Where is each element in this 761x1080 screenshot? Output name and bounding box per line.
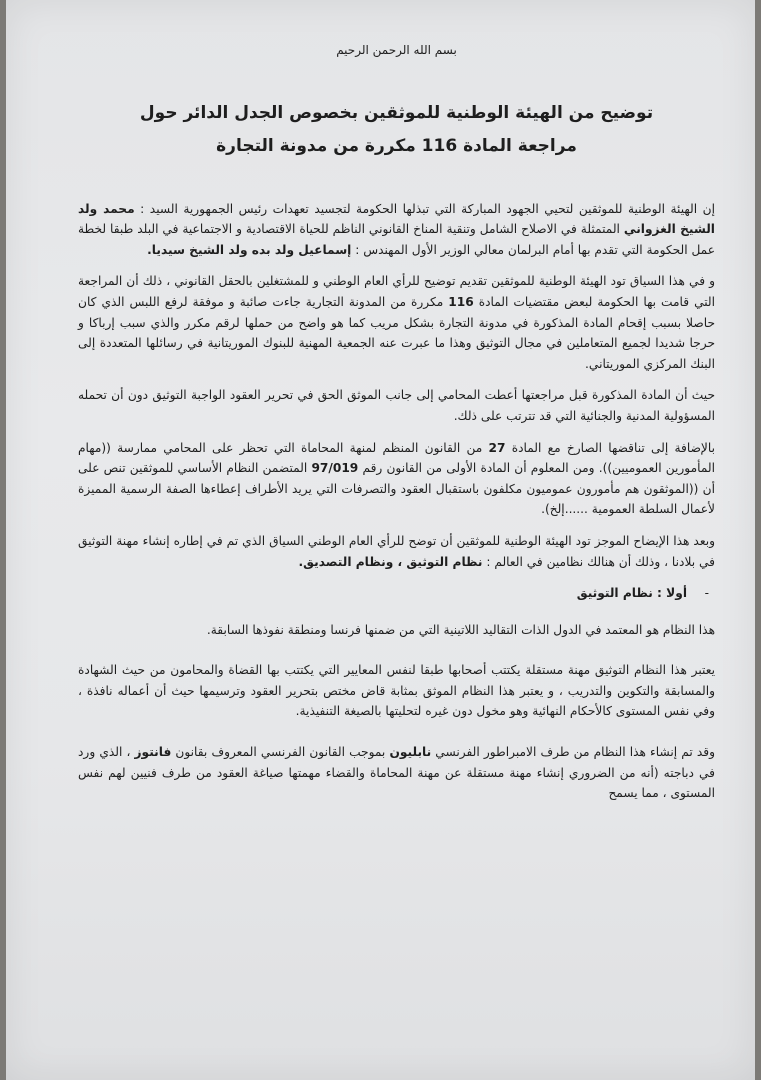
prime-minister-name: إسماعيل ولد بده ولد الشيخ سيديا. [147,242,352,257]
president-name: محمد ولد الشيخ الغزواني [78,201,715,237]
law-name: فانتوز [134,745,172,760]
article-number: 116 [448,294,474,309]
paragraph-2 [78,271,715,374]
paragraph-text: ، الذي ورد في دباجته (أنه من الضروري إنشاء مهنة مستقلة عن مهنة المحاماة والقضاء مهمتها صياغة العقود من طرف فنيين لهم نفس المستوى ، مما يسمح [78,745,715,801]
document-page [6,0,755,1080]
title-line-1: توضيح من الهيئة الوطنية للموثقين بخصوص الجدل الدائر حول [139,102,654,123]
paragraph-text: و في هذا السياق تود الهيئة الوطنية للموثقين تقديم توضيح للرأي العام الوطني و للمشتغلين بالحقل القانوني ، ذلك أن المراجعة التي قامت بها الحكومة لبعض مقتضيات المادة [78,274,716,309]
title-line-2: مراجعة المادة 116 مكررة من مدونة التجارة [216,135,577,156]
paragraph-5 [78,531,715,572]
paragraph-text: المتمثلة في الاصلاح الشامل وتنقية المناخ القانوني الناظم للحياة الاقتصادية و الاجتماعية في البلد طبقا لخطة عمل الحكومة التي تقدم بها أمام البرلمان معالي الوزير الأول المهندس : [78,222,715,257]
paragraph-8 [78,742,715,804]
section-heading-text: أولا : نظام التوثيق [576,586,687,601]
list-dash: - [704,586,709,601]
paragraph-text: بموجب القانون الفرنسي المعروف بقانون [171,745,390,760]
paragraph-text: المتضمن النظام الأساسي للموثقين تنص على أن ((الموثقون هم مأمورون عموميون مكلفون باستقبال العقود والتصرفات التي يريد الأطراف إعطاءها الصفة الرسمية المميزة لأعمال السلطة العمومية ......إلخ). [78,461,715,517]
paragraph-1 [78,199,715,261]
law-number: 97/019 [311,461,359,476]
paragraph-text: وقد تم إنشاء هذا النظام من طرف الامبراطور الفرنسي [431,745,716,760]
paragraph-text: وبعد هذا الإيضاح الموجز تود الهيئة الوطنية للموثقين أن توضح للرأي العام الوطني السياق الذي تم في إطاره إنشاء مهنة التوثيق في بلادنا ، وذلك أن هنالك نظامين في العالم : [78,533,715,569]
section-heading [78,583,715,604]
paragraph-text: من القانون المنظم لمنهة المحاماة التي تحظر على المحامي ممارسة ((مهام المأمورين العموميين)). ومن المعلوم أن المادة الأولى من القانون رقم [78,440,715,476]
paragraph-text: إن الهيئة الوطنية للموثقين لتحيي الجهود المباركة التي تبذلها الحكومة لتجسيد تعهدات رئيس الجمهورية السيد : [134,201,715,216]
document-title [78,97,715,163]
paragraph-text: بالإضافة إلى تناقضها الصارخ مع المادة [505,440,715,455]
paragraph-text: مكررة من المدونة التجارية جاءت صائبة و موفقة لرفع اللبس الذي كان حاصلا بسبب إقحام المادة المذكورة في مدونة التجارة بشكل مريب كما هو واضح من حملها لرقم مكرر والذي سبب إرباكا و حرجا شديدا لجميع المتعاملين في مجال التوثيق وهذا ما عبرت عنه الجمعية المهنية للبنوك الموريتانية في رسائلها المتعددة إلى البنك المركزي الموريتاني. [78,294,715,371]
basmala: بسم الله الرحمن الرحيم [336,43,457,57]
paragraph-3: حيث أن المادة المذكورة قبل مراجعتها أعطت المحامي إلى جانب الموثق الحق في تحرير العقود الواجبة التوثيق دون أن تحمله المسؤولية المدنية والجنائية التي قد تترتب على ذلك. [78,388,715,423]
article-number: 27 [488,440,506,455]
emperor-name: نابليون [389,745,432,760]
paragraph-7: يعتبر هذا النظام التوثيق مهنة مستقلة يكتتب أصحابها طبقا لنفس المعايير التي يكتتب بها القضاة والمحامون من حيث الشهادة والمسابقة والتكوين والتدريب ، و يعتبر هذا النظام الموثق بمثابة قاض مختص بتحرير العقود وترسيمها حيث أن أعماله نافذة ، وفي نفس المستوى كالأحكام النهائية وهو مخول دون غيره لتحليتها بالصيغة التنفيذية. [78,663,715,719]
systems-names: نظام التوثيق ، ونظام التصديق. [298,554,483,569]
paragraph-4 [78,438,715,520]
document-body [78,40,715,815]
paragraph-6: هذا النظام هو المعتمد في الدول الذات التقاليد اللاتينية التي من ضمنها فرنسا ومنطقة نفوذها السابقة. [206,622,715,637]
